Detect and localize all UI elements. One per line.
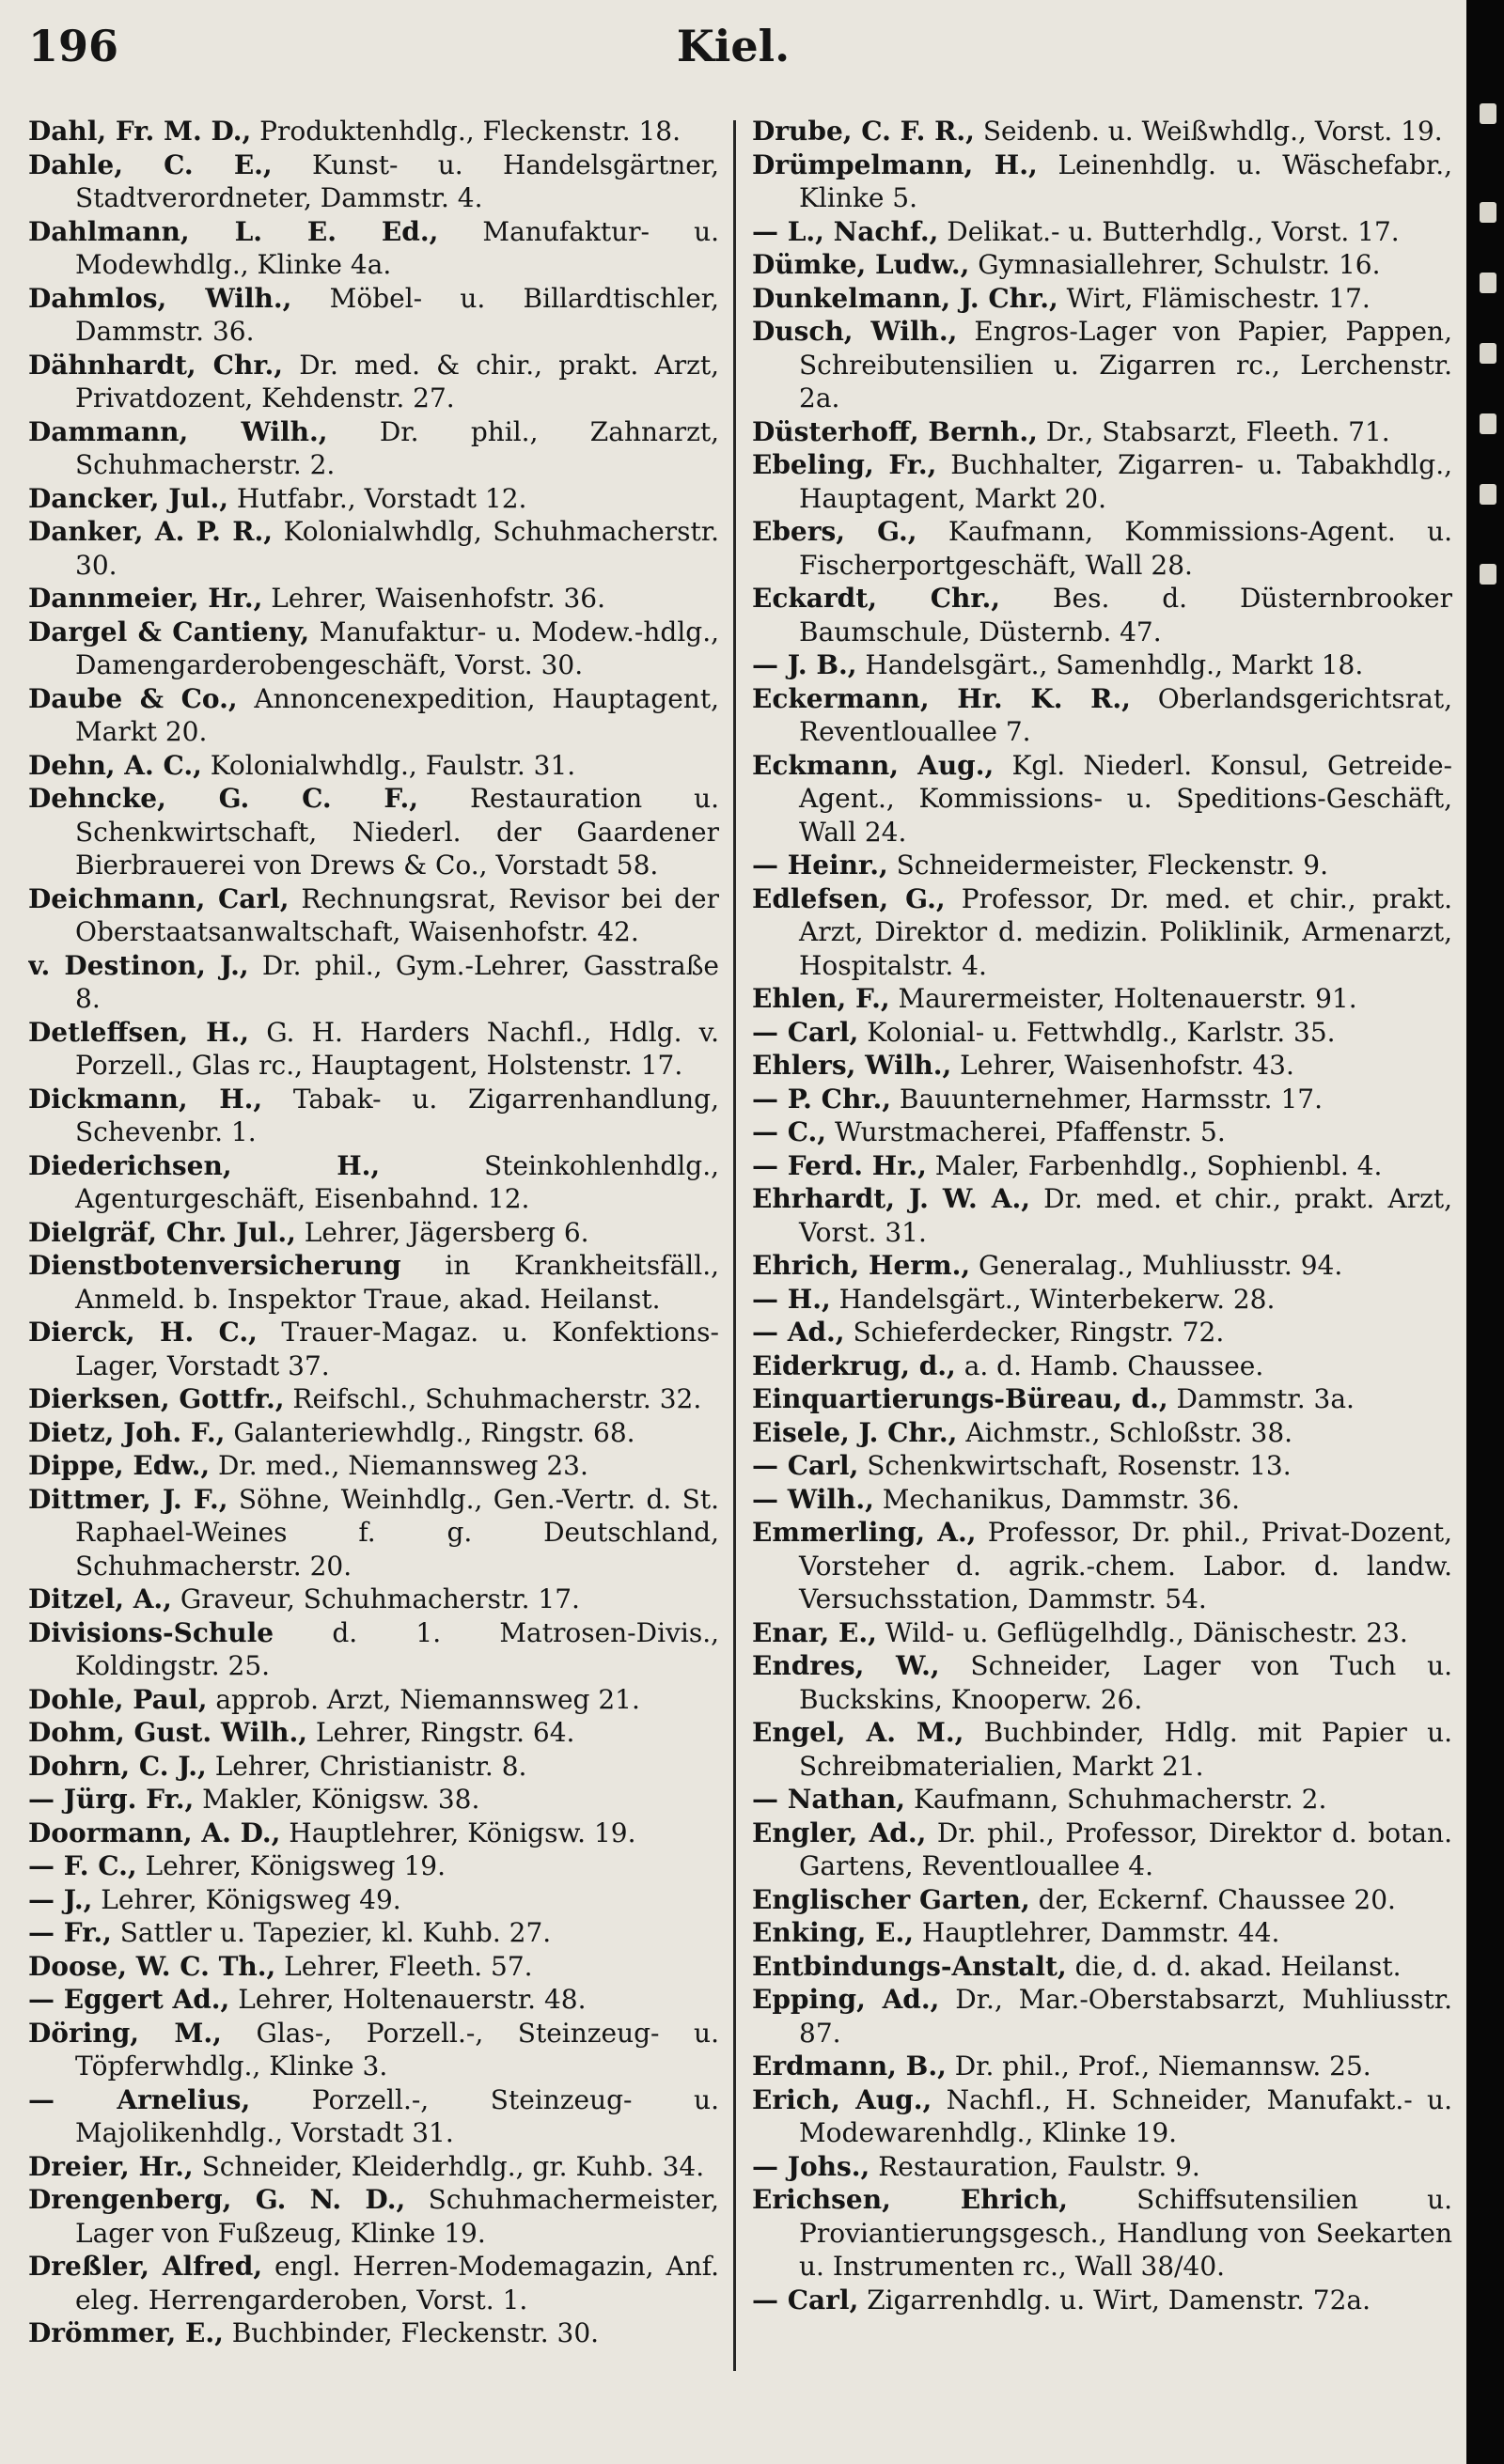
entry-name: Deichmann, Carl, — [28, 882, 290, 914]
directory-entry — [28, 1950, 719, 1984]
edge-letter-mark — [1480, 202, 1496, 223]
directory-entry — [752, 1516, 1452, 1616]
entry-details: die, d. d. akad. Heilanst. — [1074, 1950, 1402, 1982]
entry-name: — J., — [28, 1883, 93, 1915]
entry-details: Dr. phil., Professor, Direktor d. botan. Gartens, Reventlouallee 4. — [799, 1817, 1452, 1881]
entry-name: Divisions-Schule — [28, 1616, 274, 1648]
entry-details: Leinenhdlg. u. Wäschefabr., Klinke 5. — [799, 148, 1452, 213]
directory-entry — [752, 282, 1452, 316]
directory-entry — [28, 115, 719, 148]
entry-name: Dancker, Jul., — [28, 482, 228, 514]
entry-details: Mechanikus, Dammstr. 36. — [882, 1483, 1241, 1515]
entry-details: Maler, Farbenhdlg., Sophienbl. 4. — [934, 1149, 1383, 1181]
entry-name: — Johs., — [752, 2150, 870, 2182]
entry-name: Dannmeier, Hr., — [28, 583, 263, 614]
entry-name: Dreier, Hr., — [28, 2150, 194, 2182]
entry-details: Lehrer, Waisenhofstr. 43. — [960, 1050, 1294, 1081]
entry-details: Zigarrenhdlg. u. Wirt, Damenstr. 72a. — [867, 2284, 1371, 2316]
entry-details: Generalag., Muhliusstr. 94. — [979, 1250, 1343, 1281]
entry-details: Kolonial- u. Fettwhdlg., Karlstr. 35. — [867, 1016, 1336, 1048]
entry-details: Lehrer, Christianistr. 8. — [214, 1750, 527, 1782]
directory-entry — [28, 882, 719, 949]
entry-details: Dr. med., Niemannsweg 23. — [218, 1450, 588, 1481]
entry-details: Schuhmachermeister, Lager von Fußzeug, Klinke 19. — [75, 2184, 719, 2249]
directory-entry — [28, 2183, 719, 2250]
directory-entry — [752, 448, 1452, 515]
directory-entry — [28, 1316, 719, 1382]
entry-name: Dielgräf, Chr. Jul., — [28, 1216, 296, 1248]
directory-entry — [28, 782, 719, 882]
entry-details: Lehrer, Königsweg 49. — [101, 1883, 401, 1915]
directory-entry — [28, 1883, 719, 1917]
entry-details: Maurermeister, Holtenauerstr. 91. — [898, 983, 1357, 1014]
entry-details: Dr. phil., Prof., Niemannsw. 25. — [954, 2051, 1371, 2082]
entry-name: Ebeling, Fr., — [752, 449, 937, 480]
entry-details: Aichmstr., Schloßstr. 38. — [965, 1416, 1293, 1448]
entry-name: Danker, A. P. R., — [28, 516, 274, 547]
entry-details: Hauptlehrer, Königsw. 19. — [289, 1817, 636, 1848]
directory-entry — [752, 1115, 1452, 1149]
entry-name: Emmerling, A., — [752, 1517, 977, 1548]
entry-name: Drengenberg, G. N. D., — [28, 2184, 406, 2215]
directory-entry — [28, 2316, 719, 2350]
entry-name: Drömmer, E., — [28, 2317, 224, 2348]
entry-details: Handelsgärt., Samenhdlg., Markt 18. — [865, 649, 1364, 680]
entry-details: Gymnasiallehrer, Schulstr. 16. — [978, 249, 1381, 280]
entry-details: Wurstmacherei, Pfaffenstr. 5. — [834, 1116, 1226, 1147]
entry-details: Dr. med. et chir., prakt. Arzt, Vorst. 31. — [799, 1183, 1452, 1248]
directory-entry — [752, 1883, 1452, 1917]
entry-details: Glas-, Porzell.-, Steinzeug- u. Töpferwhdlg., Klinke 3. — [75, 2017, 719, 2082]
entry-name: Dahlmann, L. E. Ed., — [28, 215, 439, 247]
directory-entry — [752, 515, 1452, 582]
directory-entry — [752, 215, 1452, 249]
entry-name: Ehrhardt, J. W. A., — [752, 1183, 1030, 1214]
directory-entry — [752, 1316, 1452, 1349]
directory-entry — [752, 1716, 1452, 1783]
directory-entry — [28, 1750, 719, 1784]
column-divider — [733, 120, 736, 2371]
directory-entry — [28, 1916, 719, 1950]
entry-details: Lehrer, Jägersberg 6. — [304, 1216, 589, 1248]
entry-details: Delikat.- u. Butterhdlg., Vorst. 17. — [947, 215, 1400, 247]
entry-name: — Ferd. Hr., — [752, 1149, 927, 1181]
entry-details: Lehrer, Holtenauerstr. 48. — [238, 1984, 587, 2015]
running-head: Kiel. — [676, 21, 791, 71]
directory-entry — [752, 1182, 1452, 1249]
directory-entry — [28, 582, 719, 616]
directory-entry — [752, 1916, 1452, 1950]
directory-entry — [752, 1616, 1452, 1650]
entry-details: Oberlandsgerichtsrat, Reventlouallee 7. — [799, 682, 1452, 747]
entry-name: — Carl, — [752, 2284, 859, 2316]
directory-entry — [752, 582, 1452, 648]
entry-details: Manufaktur- u. Modewhdlg., Klinke 4a. — [75, 215, 719, 280]
entry-name: Dohm, Gust. Wilh., — [28, 1717, 307, 1748]
edge-letter-mark — [1480, 343, 1496, 364]
entry-name: Erdmann, B., — [752, 2051, 947, 2082]
directory-entry — [28, 1083, 719, 1149]
entry-name: — Jürg. Fr., — [28, 1784, 195, 1815]
entry-details: Tabak- u. Zigarrenhandlung, Schevenbr. 1. — [75, 1083, 719, 1147]
entry-details: Dr., Stabsarzt, Fleeth. 71. — [1045, 415, 1390, 447]
entry-name: — L., Nachf., — [752, 215, 939, 247]
entry-details: Kolonialwhdlg, Schuhmacherstr. 30. — [75, 516, 719, 581]
entry-name: Dickmann, H., — [28, 1083, 263, 1115]
entry-details: Graveur, Schuhmacherstr. 17. — [180, 1583, 580, 1614]
entry-name: — Ad., — [752, 1317, 845, 1348]
entry-name: Dippe, Edw., — [28, 1450, 211, 1481]
entry-name: Dahmlos, Wilh., — [28, 282, 292, 314]
entry-name: Edlefsen, G., — [752, 882, 946, 914]
entry-name: Epping, Ad., — [752, 1984, 940, 2015]
directory-entry — [28, 949, 719, 1016]
directory-entry — [752, 2083, 1452, 2150]
entry-name: Dunkelmann, J. Chr., — [752, 282, 1058, 314]
entry-name: Dümke, Ludw., — [752, 249, 970, 280]
entry-name: Ehlers, Wilh., — [752, 1050, 952, 1081]
directory-entry — [28, 1216, 719, 1250]
adjacent-page-edge — [1466, 0, 1504, 2464]
entry-name: Döring, M., — [28, 2017, 222, 2049]
directory-entry — [752, 415, 1452, 449]
entry-name: Dierksen, Gottfr., — [28, 1383, 285, 1414]
entry-name: — J. B., — [752, 649, 857, 680]
entry-name: — C., — [752, 1116, 827, 1147]
entry-details: Galanteriewhdlg., Ringstr. 68. — [233, 1416, 635, 1448]
entry-details: Möbel- u. Billardtischler, Dammstr. 36. — [75, 282, 719, 347]
entry-name: Dehncke, G. C. F., — [28, 783, 418, 814]
directory-entry — [28, 349, 719, 415]
entry-details: Handelsgärt., Winterbekerw. 28. — [838, 1283, 1276, 1315]
entry-details: Lehrer, Königsweg 19. — [145, 1850, 446, 1881]
directory-entry — [752, 2150, 1452, 2184]
directory-entry — [28, 616, 719, 682]
entry-details: Manufaktur- u. Modew.-hdlg., Damengarderobengeschäft, Vorst. 30. — [75, 616, 719, 680]
entry-details: Professor, Dr. phil., Privat-Dozent, Vorsteher d. agrik.-chem. Labor. d. landw. Versuchsstation, Dammstr. 54. — [799, 1517, 1452, 1614]
entry-details: Kunst- u. Handelsgärtner, Stadtverordneter, Dammstr. 4. — [75, 148, 719, 213]
directory-entry — [752, 148, 1452, 215]
directory-entry — [752, 749, 1452, 850]
directory-entry — [28, 1817, 719, 1850]
entry-name: Dargel & Cantieny, — [28, 616, 310, 647]
directory-entry — [752, 1817, 1452, 1883]
entry-name: Erich, Aug., — [752, 2083, 932, 2115]
entry-details: Schneider, Kleiderhdlg., gr. Kuhb. 34. — [201, 2150, 705, 2182]
entry-name: Ebers, G., — [752, 516, 917, 547]
directory-entry — [28, 2150, 719, 2184]
entry-name: Dahl, Fr. M. D., — [28, 116, 252, 147]
directory-entry — [28, 282, 719, 349]
entry-name: Entbindungs-Anstalt, — [752, 1950, 1067, 1982]
entry-details: Lehrer, Ringstr. 64. — [315, 1717, 575, 1748]
directory-entry — [28, 1382, 719, 1416]
entry-details: Söhne, Weinhdlg., Gen.-Vertr. d. St. Raphael-Weines f. g. Deutschland, Schuhmacherstr. 20. — [75, 1483, 719, 1582]
directory-entry — [752, 1950, 1452, 1984]
entry-name: v. Destinon, J., — [28, 949, 249, 981]
entry-name: Dreßler, Alfred, — [28, 2251, 263, 2282]
directory-entry — [28, 1616, 719, 1683]
edge-letter-mark — [1480, 564, 1496, 585]
edge-letter-mark — [1480, 273, 1496, 293]
entry-name: Engler, Ad., — [752, 1817, 927, 1848]
entry-name: Eckermann, Hr. K. R., — [752, 682, 1131, 714]
entry-name: Dietz, Joh. F., — [28, 1416, 226, 1448]
entry-name: Engel, A. M., — [752, 1717, 964, 1748]
entry-details: Reifschl., Schuhmacherstr. 32. — [292, 1383, 702, 1414]
directory-entry — [28, 1416, 719, 1450]
edge-letter-mark — [1480, 413, 1496, 434]
entry-name: — F. C., — [28, 1850, 137, 1881]
directory-entry — [28, 1149, 719, 1216]
entry-details: Schieferdecker, Ringstr. 72. — [853, 1317, 1225, 1348]
directory-entry — [752, 248, 1452, 282]
edge-letter-mark — [1480, 103, 1496, 124]
entry-name: — Eggert Ad., — [28, 1984, 230, 2015]
entry-name: Eckardt, Chr., — [752, 583, 1001, 614]
entry-details: Porzell.-, Steinzeug- u. Majolikenhdlg., Vorstadt 31. — [75, 2083, 719, 2148]
directory-entry — [28, 415, 719, 482]
directory-entry — [752, 1349, 1452, 1383]
directory-entry — [752, 1483, 1452, 1517]
entry-details: approb. Arzt, Niemannsweg 21. — [215, 1683, 640, 1715]
entry-name: Dohrn, C. J., — [28, 1750, 207, 1782]
directory-entry — [28, 515, 719, 582]
entry-details: Steinkohlenhdlg., Agenturgeschäft, Eisenbahnd. 12. — [75, 1149, 719, 1214]
entry-name: Detleffsen, H., — [28, 1016, 250, 1048]
entry-name: Drube, C. F. R., — [752, 116, 975, 147]
entry-details: Kolonialwhdlg., Faulstr. 31. — [210, 749, 576, 781]
directory-entry — [28, 1783, 719, 1817]
directory-entry — [752, 1149, 1452, 1183]
directory-entry — [28, 1016, 719, 1083]
entry-name: Endres, W., — [752, 1650, 940, 1681]
page-header — [0, 21, 1466, 105]
entry-name: Enar, E., — [752, 1616, 877, 1648]
entry-details: Annoncenexpedition, Hauptagent, Markt 20. — [75, 682, 719, 747]
directory-entry — [752, 648, 1452, 682]
entry-details: Dr. med. & chir., prakt. Arzt, Privatdozent, Kehdenstr. 27. — [75, 349, 719, 413]
directory-entry — [752, 1249, 1452, 1283]
entry-name: Drümpelmann, H., — [752, 148, 1038, 180]
entry-details: Sattler u. Tapezier, kl. Kuhb. 27. — [119, 1917, 552, 1948]
directory-entry — [28, 1716, 719, 1750]
entry-details: Dr. phil., Zahnarzt, Schuhmacherstr. 2. — [75, 415, 719, 480]
entry-details: Dammstr. 3a. — [1176, 1383, 1355, 1414]
directory-entry — [28, 1449, 719, 1483]
entry-name: — H., — [752, 1283, 831, 1315]
directory-entry — [28, 1983, 719, 2017]
entry-name: Dierck, H. C., — [28, 1317, 258, 1348]
edge-letter-mark — [1480, 484, 1496, 505]
directory-entry — [752, 1983, 1452, 2050]
entry-details: Dr., Mar.-Oberstabsarzt, Muhliusstr. 87. — [799, 1984, 1452, 2049]
entry-name: Dähnhardt, Chr., — [28, 349, 283, 381]
directory-entry — [752, 1049, 1452, 1083]
entry-details: Schiffsutensilien u. Proviantierungsgesch., Handlung von Seekarten u. Instrumenten rc., Wall 38/40. — [799, 2184, 1452, 2282]
directory-entry — [752, 1449, 1452, 1483]
directory-entry — [752, 1016, 1452, 1050]
directory-entry — [752, 1083, 1452, 1116]
entry-details: Wild- u. Geflügelhdlg., Dänischestr. 23. — [885, 1616, 1408, 1648]
entry-name: — Fr., — [28, 1917, 112, 1948]
directory-entry — [28, 2083, 719, 2150]
entry-details: Wirt, Flämischestr. 17. — [1066, 282, 1371, 314]
directory-entry — [28, 215, 719, 282]
directory-entry — [752, 2284, 1452, 2317]
entry-name: Eisele, J. Chr., — [752, 1416, 958, 1448]
entry-details: Professor, Dr. med. et chir., prakt. Arzt, Direktor d. medizin. Poliklinik, Armenarzt, Hospitalstr. 4. — [799, 882, 1452, 981]
entry-details: Produktenhdlg., Fleckenstr. 18. — [259, 116, 682, 147]
entry-details: Bauunternehmer, Harmsstr. 17. — [899, 1083, 1324, 1115]
directory-entry — [752, 1649, 1452, 1716]
directory-entry — [28, 1849, 719, 1883]
directory-entry — [28, 749, 719, 783]
entry-details: Engros-Lager von Papier, Pappen, Schreibutensilien u. Zigarren rc., Lerchenstr. 2a. — [799, 316, 1452, 413]
right-column — [752, 115, 1452, 2445]
entry-name: Doose, W. C. Th., — [28, 1950, 276, 1982]
directory-entry — [752, 1783, 1452, 1817]
directory-entry — [752, 1416, 1452, 1450]
directory-entry — [28, 1249, 719, 1316]
entry-name: Enking, E., — [752, 1917, 915, 1948]
entry-name: — Nathan, — [752, 1784, 906, 1815]
entry-name: Erichsen, Ehrich, — [752, 2184, 1069, 2215]
entry-name: Ehlen, F., — [752, 983, 890, 1014]
directory-entry — [752, 982, 1452, 1016]
entry-details: Bes. d. Düsternbrooker Baumschule, Düsternb. 47. — [799, 583, 1452, 647]
entry-name: Dittmer, J. F., — [28, 1483, 228, 1515]
entry-name: Dienstbotenversicherung — [28, 1250, 401, 1281]
directory-entry — [28, 1483, 719, 1583]
entry-details: Kaufmann, Kommissions-Agent. u. Fischerportgeschäft, Wall 28. — [799, 516, 1452, 581]
directory-entry — [28, 148, 719, 215]
entry-details: Restauration, Faulstr. 9. — [878, 2150, 1200, 2182]
directory-entry — [752, 2183, 1452, 2284]
entry-details: der, Eckernf. Chaussee 20. — [1038, 1883, 1396, 1915]
directory-entry — [752, 1382, 1452, 1416]
entry-name: Dahle, C. E., — [28, 148, 273, 180]
entry-details: Makler, Königsw. 38. — [202, 1784, 480, 1815]
entry-name: Einquartierungs-Büreau, d., — [752, 1383, 1168, 1414]
entry-name: Englischer Garten, — [752, 1883, 1030, 1915]
entry-name: — Arnelius, — [28, 2083, 251, 2115]
entry-details: Dr. phil., Gym.-Lehrer, Gasstraße 8. — [75, 949, 719, 1014]
entry-name: — Wilh., — [752, 1483, 874, 1515]
entry-details: Trauer-Magaz. u. Konfektions-Lager, Vorstadt 37. — [75, 1317, 719, 1381]
entry-details: Nachfl., H. Schneider, Manufakt.- u. Modewarenhdlg., Klinke 19. — [799, 2083, 1452, 2148]
entry-details: d. 1. Matrosen-Divis., Koldingstr. 25. — [75, 1616, 719, 1681]
entry-details: Buchbinder, Fleckenstr. 30. — [231, 2317, 600, 2348]
entry-details: Hutfabr., Vorstadt 12. — [236, 482, 527, 514]
entry-details: Lehrer, Fleeth. 57. — [284, 1950, 533, 1982]
page-number: 196 — [28, 21, 119, 71]
directory-entry — [28, 2250, 719, 2316]
entry-name: Düsterhoff, Bernh., — [752, 415, 1038, 447]
entry-details: Restauration u. Schenkwirtschaft, Niederl. der Gaardener Bierbrauerei von Drews & Co., Vorstadt 58. — [75, 783, 719, 881]
entry-name: Doormann, A. D., — [28, 1817, 281, 1848]
entry-details: Kaufmann, Schuhmacherstr. 2. — [913, 1784, 1327, 1815]
directory-entry — [28, 1583, 719, 1616]
directory-entry — [752, 115, 1452, 148]
entry-details: Rechnungsrat, Revisor bei der Oberstaatsanwaltschaft, Waisenhofstr. 42. — [75, 882, 719, 947]
entry-details: Kgl. Niederl. Konsul, Getreide-Agent., Kommissions- u. Speditions-Geschäft, Wall 24. — [799, 749, 1452, 848]
directory-entry — [28, 682, 719, 749]
directory-entry — [752, 682, 1452, 749]
entry-name: — P. Chr., — [752, 1083, 891, 1115]
left-column — [28, 115, 719, 2445]
directory-entry — [28, 1683, 719, 1717]
entry-name: Daube & Co., — [28, 682, 238, 714]
entry-name: Dehn, A. C., — [28, 749, 202, 781]
entry-name: — Carl, — [752, 1016, 859, 1048]
entry-name: Ditzel, A., — [28, 1583, 172, 1614]
entry-name: — Carl, — [752, 1450, 859, 1481]
entry-name: Diederichsen, H., — [28, 1149, 381, 1181]
entry-details: Schneidermeister, Fleckenstr. 9. — [896, 850, 1328, 881]
entry-name: Dammann, Wilh., — [28, 415, 328, 447]
entry-details: Seidenb. u. Weißwhdlg., Vorst. 19. — [982, 116, 1443, 147]
directory-entry — [752, 2050, 1452, 2083]
entry-details: Buchbinder, Hdlg. mit Papier u. Schreibmaterialien, Markt 21. — [799, 1717, 1452, 1782]
entry-name: Eiderkrug, d., — [752, 1349, 956, 1381]
directory-entry — [752, 882, 1452, 983]
entry-details: Buchhalter, Zigarren- u. Tabakhdlg., Hauptagent, Markt 20. — [799, 449, 1452, 514]
entry-details: in Krankheitsfäll., Anmeld. b. Inspektor Traue, akad. Heilanst. — [75, 1250, 719, 1315]
entry-details: Lehrer, Waisenhofstr. 36. — [271, 583, 606, 614]
entry-details: Schneider, Lager von Tuch u. Buckskins, Knooperw. 26. — [799, 1650, 1452, 1715]
entry-details: Schenkwirtschaft, Rosenstr. 13. — [867, 1450, 1292, 1481]
entry-details: engl. Herren-Modemagazin, Anf. eleg. Herrengarderoben, Vorst. 1. — [75, 2251, 719, 2316]
entry-details: Hauptlehrer, Dammstr. 44. — [921, 1917, 1280, 1948]
entry-name: Dusch, Wilh., — [752, 316, 958, 347]
directory-entry — [752, 849, 1452, 882]
directory-entry — [752, 315, 1452, 415]
entry-name: Ehrich, Herm., — [752, 1250, 971, 1281]
entry-name: Eckmann, Aug., — [752, 749, 995, 781]
entry-name: — Heinr., — [752, 850, 888, 881]
entry-details: G. H. Harders Nachfl., Hdlg. v. Porzell., Glas rc., Hauptagent, Holstenstr. 17. — [75, 1016, 719, 1081]
directory-entry — [28, 2017, 719, 2083]
directory-entry — [752, 1283, 1452, 1317]
entry-name: Dohle, Paul, — [28, 1683, 208, 1715]
directory-entry — [28, 482, 719, 516]
entry-details: a. d. Hamb. Chaussee. — [964, 1349, 1264, 1381]
